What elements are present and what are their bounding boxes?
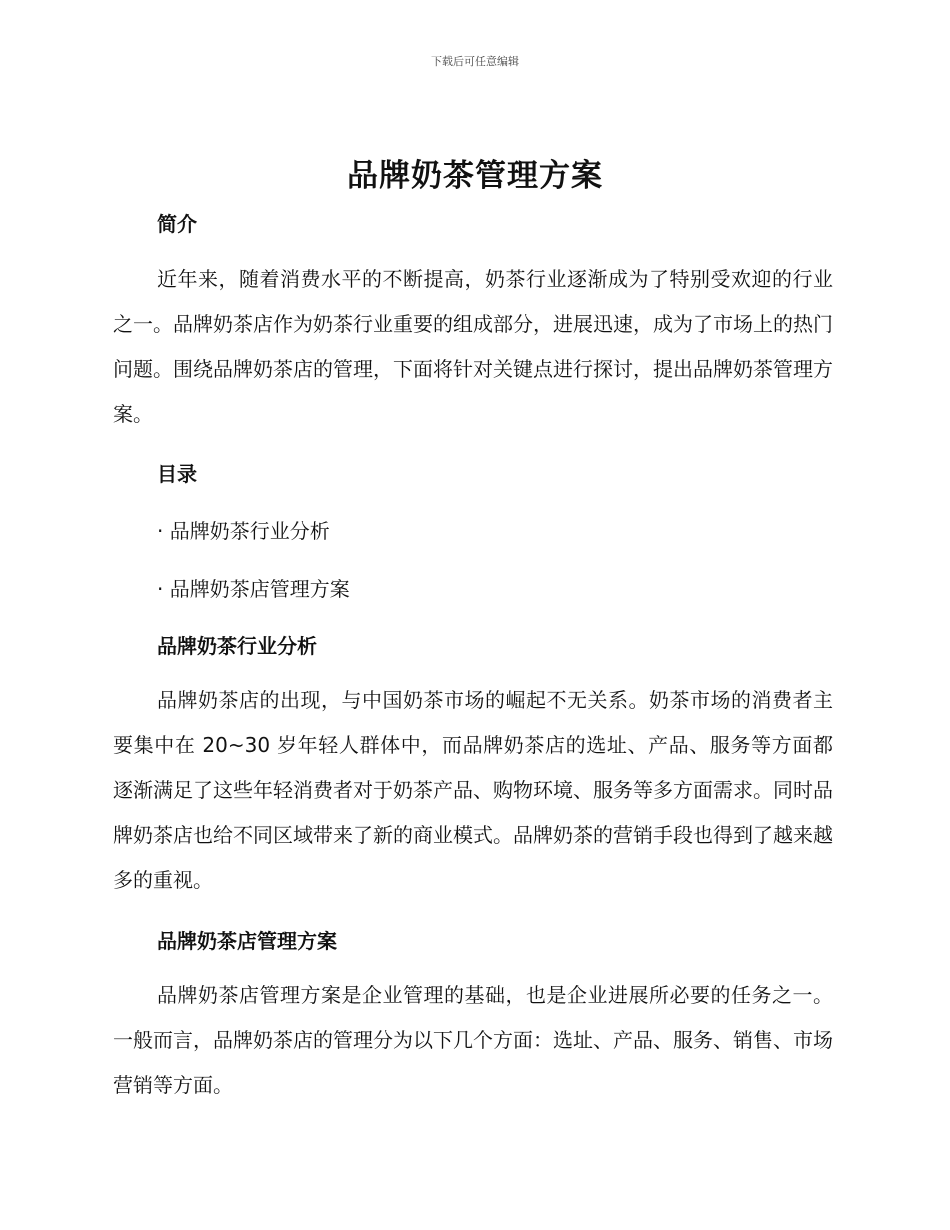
toc-heading: 目录 <box>157 462 197 486</box>
toc-item-management-plan: · 品牌奶茶店管理方案 <box>157 577 350 601</box>
industry-analysis-heading: 品牌奶茶行业分析 <box>157 634 317 658</box>
industry-analysis-paragraph: 品牌奶茶店的出现，与中国奶茶市场的崛起不无关系。奶茶市场的消费者主要集中在 20~30 岁年轻人群体中，而品牌奶茶店的选址、产品、服务等方面都逐渐满足了这些年轻消费者对于奶茶产品、购物环境、服务等多方面需求。同时品牌奶茶店也给不同区域带来了新的商业模式。品牌奶茶的营销手段也得到了越来越多的重视。 <box>113 688 833 892</box>
management-plan-heading: 品牌奶茶店管理方案 <box>157 929 337 953</box>
management-plan-paragraph: 品牌奶茶店管理方案是企业管理的基础，也是企业进展所必要的任务之一。一般而言，品牌奶茶店的管理分为以下几个方面：选址、产品、服务、销售、市场营销等方面。 <box>113 983 833 1097</box>
intro-heading: 简介 <box>157 212 197 236</box>
header-note: 下载后可任意编辑 <box>431 55 519 68</box>
document-title: 品牌奶茶管理方案 <box>347 158 603 194</box>
toc-item-industry-analysis: · 品牌奶茶行业分析 <box>157 519 330 543</box>
intro-paragraph: 近年来，随着消费水平的不断提高，奶茶行业逐渐成为了特别受欢迎的行业之一。品牌奶茶店作为奶茶行业重要的组成部分，进展迅速，成为了市场上的热门问题。围绕品牌奶茶店的管理，下面将针对关键点进行探讨，提出品牌奶茶管理方案。 <box>113 267 833 426</box>
